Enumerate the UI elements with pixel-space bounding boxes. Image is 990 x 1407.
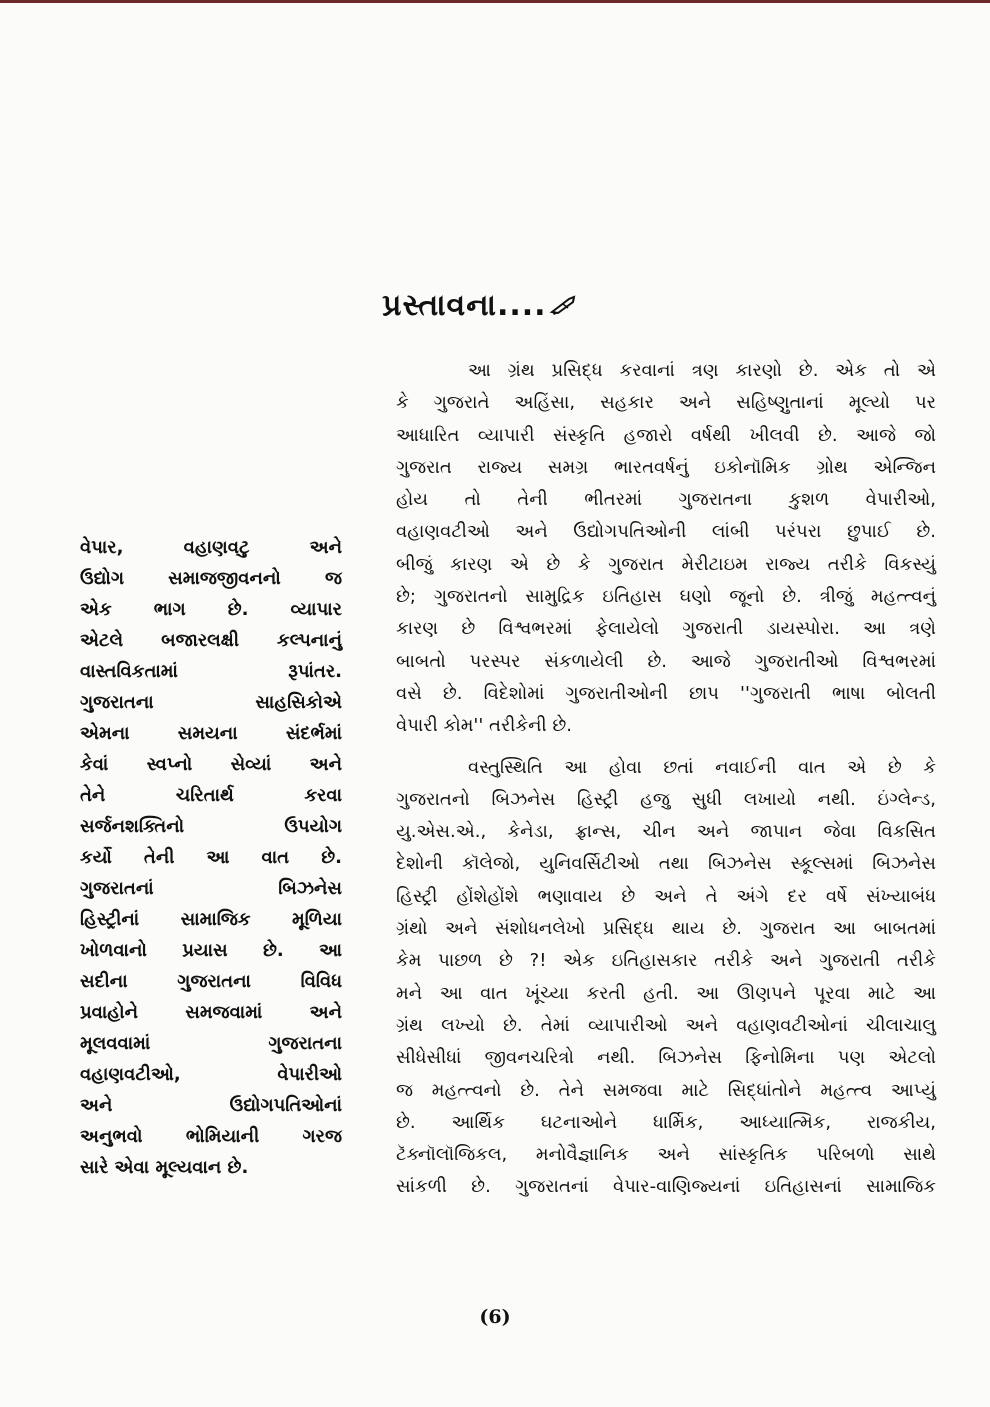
text-line: ગુજરાતનો બિઝનેસ હિસ્ટ્રી હજુ સુધી લખાયો નથી. ઇંગ્લેન્ડ, [396, 788, 936, 810]
text-line: ટૅક્નૉલૉજિકલ, મનોવૈજ્ઞાનિક અને સાંસ્કૃતિક પરિબળો સાથે [396, 1144, 936, 1166]
pen-icon [549, 289, 579, 324]
text-line: કારણ છે વિશ્વભરમાં ફેલાયેલો ગુજરાતી ડાયસ્પોરા. આ ત્રણે [396, 618, 936, 640]
paragraph-1 [396, 355, 936, 743]
text-line: વેપારી કોમ'' તરીકેની છે. [396, 715, 573, 737]
paragraph-2 [396, 752, 936, 1204]
paragraph-gap [396, 743, 936, 752]
text-line: હિસ્ટ્રી હોંશેહોંશે ભણાવાય છે અને તે અંગે દર વર્ષે સંખ્યાબંધ [396, 885, 936, 907]
text-line: છે; ગુજરાતનો સામુદ્રિક ઇતિહાસ ઘણો જૂનો છે. ત્રીજું મહત્ત્વનું [396, 586, 936, 608]
sidebar-line: વેપાર, વહાણવટુ અને [80, 537, 342, 558]
sidebar-line: વહાણવટીઓ, વેપારીઓ [80, 1064, 342, 1085]
text-line: આ ગ્રંથ પ્રસિદ્ધ કરવાનાં ત્રણ કારણો છે. એક તો એ [468, 360, 936, 381]
text-line: સીધેસીધાં જીવનચરિત્રો નથી. બિઝનેસ ફિનોમિના પણ એટલો [396, 1047, 936, 1069]
sidebar-line: એમના સમયના સંદર્ભમાં [80, 723, 342, 744]
sidebar-line: સર્જનશક્તિનો ઉપયોગ [80, 816, 342, 837]
text-line: ગ્રંથ લખ્યો છે. તેમાં વ્યાપારીઓ અને વહાણવટીઓનાં ચીલાચાલુ [396, 1014, 936, 1036]
main-text [396, 355, 936, 1204]
sidebar-quote [80, 532, 342, 1183]
text-line: મને આ વાત ખૂંચ્યા કરતી હતી. આ ઊણપને પૂરવા માટે આ [396, 982, 936, 1004]
text-line: આધારિત વ્યાપારી સંસ્કૃતિ હજારો વર્ષથી ખીલવી છે. આજે જો [396, 424, 936, 446]
page-heading [382, 288, 579, 324]
text-line: વસ્તુસ્થિતિ આ હોવા છતાં નવાઈની વાત એ છે કે [468, 756, 936, 778]
text-line: કે ગુજરાતે અહિંસા, સહકાર અને સહિષ્ણુતાનાં મૂલ્યો પર [396, 392, 936, 414]
sidebar-line: વાસ્તવિકતામાં રૂપાંતર. [80, 661, 342, 682]
text-line: હોય તો તેની ભીતરમાં ગુજરાતના કુશળ વેપારીઓ, [396, 489, 936, 511]
sidebar-line: તેને ચરિતાર્થ કરવા [80, 785, 342, 806]
text-line: બાબતો પરસ્પર સંકળાયેલી છે. આજે ગુજરાતીઓ વિશ્વભરમાં [396, 650, 936, 672]
sidebar-line: કેવાં સ્વપ્નો સેવ્યાં અને [80, 754, 342, 775]
sidebar-line: સદીના ગુજરાતના વિવિધ [80, 971, 342, 992]
text-line: છે. આર્થિક ઘટનાઓને ધાર્મિક, આધ્યાત્મિક, રાજકીય, [396, 1111, 936, 1133]
sidebar-line: મૂલવવામાં ગુજરાતના [80, 1033, 342, 1054]
text-line: કેમ પાછળ છે ?! એક ઇતિહાસકાર તરીકે અને ગુજરાતી તરીકે [396, 950, 936, 972]
text-line: વહાણવટીઓ અને ઉદ્યોગપતિઓની લાંબી પરંપરા છુપાઈ છે. [396, 521, 936, 543]
sidebar-line: અને ઉદ્યોગપતિઓનાં [80, 1095, 342, 1116]
sidebar-line: અનુભવો ભોમિયાની ગરજ [80, 1126, 342, 1147]
sidebar-line: એટલે બજારલક્ષી કલ્પનાનું [80, 630, 342, 651]
heading-text: પ્રસ્તાવના.... [382, 288, 547, 323]
sidebar-line: ગુજરાતનાં બિઝનેસ [80, 878, 342, 899]
sidebar-line: પ્રવાહોને સમજવામાં અને [80, 1002, 342, 1023]
sidebar-line: ખોળવાનો પ્રયાસ છે. આ [80, 940, 342, 961]
sidebar-line: ઉદ્યોગ સમાજજીવનનો જ [80, 568, 342, 589]
text-line: ગુજરાત રાજ્ય સમગ્ર ભારતવર્ષનું ઇકોનૉમિક ગ્રોથ એન્જિન [396, 456, 936, 478]
text-line: યુ.એસ.એ., કેનેડા, ફ્રાન્સ, ચીન અને જાપાન જેવા વિકસિત [396, 821, 936, 843]
text-line: વસે છે. વિદેશોમાં ગુજરાતીઓની છાપ ''ગુજરાતી ભાષા બોલતી [396, 682, 936, 704]
page-number: (6) [479, 1306, 511, 1328]
text-line: સાંકળી છે. ગુજરાતનાં વેપાર-વાણિજ્યનાં ઇતિહાસનાં સામાજિક [396, 1176, 936, 1198]
text-line: જ મહત્ત્વનો છે. તેને સમજવા માટે સિદ્ધાંતોને મહત્ત્વ આપ્યું [396, 1079, 936, 1101]
sidebar-line: એક ભાગ છે. વ્યાપાર [80, 599, 342, 620]
text-line: ગ્રંથો અને સંશોધનલેખો પ્રસિદ્ધ થાય છે. ગુજરાત આ બાબતમાં [396, 918, 936, 940]
sidebar-line: હિસ્ટ્રીનાં સામાજિક મૂળિયા [80, 909, 342, 930]
sidebar-line: ગુજરાતના સાહસિકોએ [80, 692, 342, 713]
sidebar-line: કર્યો તેની આ વાત છે. [80, 847, 342, 868]
sidebar-line: સારે એવા મૂલ્યવાન છે. [80, 1157, 249, 1178]
text-line: બીજું કારણ એ છે કે ગુજરાત મેરીટાઇમ રાજ્ય તરીકે વિકસ્યું [396, 553, 936, 575]
text-line: દેશોની કૉલેજો, યુનિવર્સિટીઓ તથા બિઝનેસ સ્કૂલ્સમાં બિઝનેસ [396, 853, 936, 875]
top-rule [0, 0, 990, 3]
